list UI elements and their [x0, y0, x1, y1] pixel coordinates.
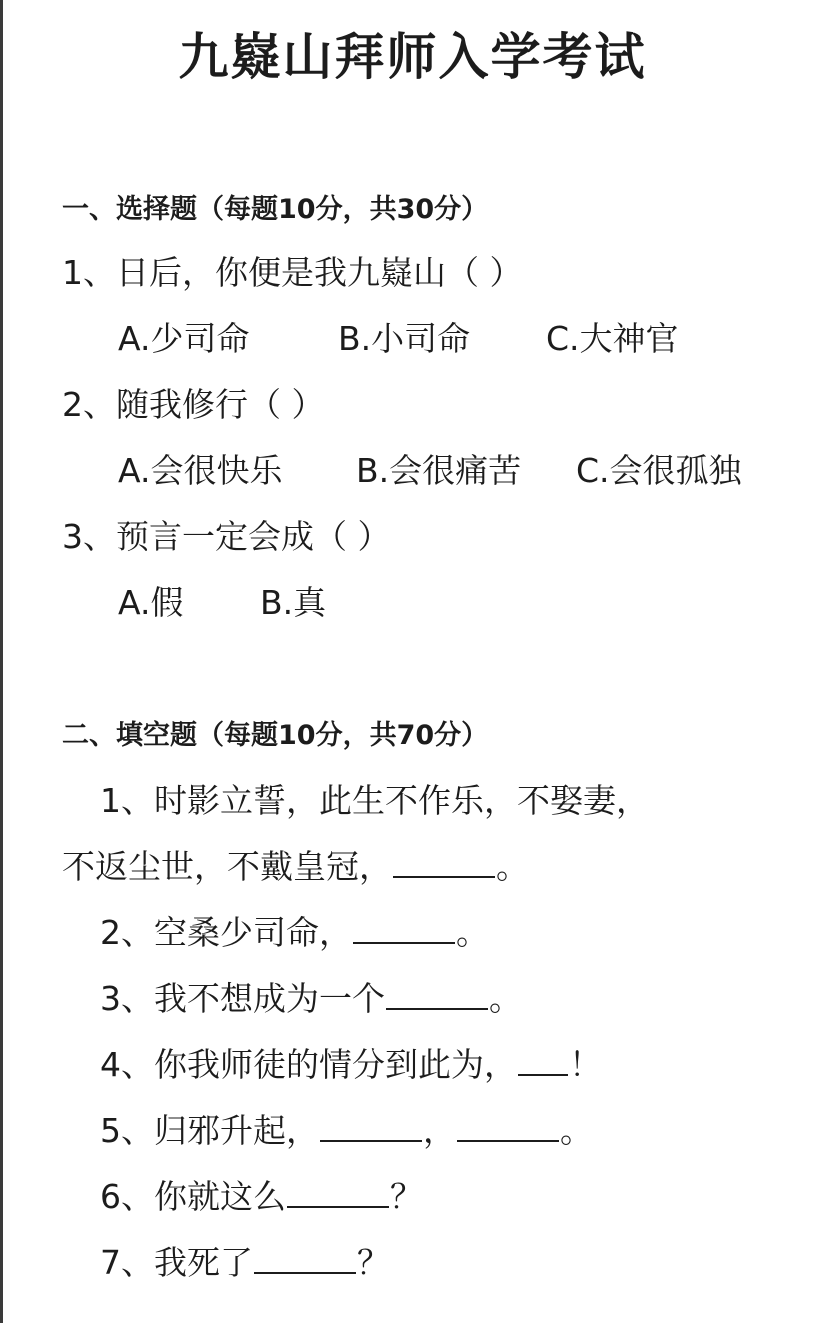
- fill-item-3-text: 3、我不想成为一个: [100, 979, 385, 1018]
- fill-item-4-text: 4、你我师徒的情分到此为，: [100, 1045, 517, 1084]
- answer-blank[interactable]: [386, 976, 488, 1010]
- fill-item-3: [100, 976, 522, 1022]
- left-edge-rule: [0, 0, 3, 1323]
- option-1c: C.大神官: [546, 319, 679, 358]
- answer-blank[interactable]: [254, 1240, 356, 1274]
- fill-item-2-end: 。: [456, 913, 489, 952]
- fill-item-5-text: 5、归邪升起，: [100, 1111, 319, 1150]
- option-3a: A.假: [118, 583, 184, 622]
- choice-options-2: [118, 448, 742, 494]
- fill-item-1-line1: 1、时影立誓，此生不作乐，不娶妻，: [100, 781, 649, 820]
- choice-question-3: 3、预言一定会成（ ）: [62, 517, 391, 556]
- option-1a: A.少司命: [118, 319, 250, 358]
- fill-item-1-end: 。: [496, 847, 529, 886]
- fill-item-3-end: 。: [489, 979, 522, 1018]
- fill-item-7-end: ？: [357, 1243, 390, 1282]
- fill-item-2-text: 2、空桑少司命，: [100, 913, 352, 952]
- fill-item-1-text: 不返尘世，不戴皇冠，: [62, 847, 392, 886]
- fill-item-2: [100, 910, 489, 956]
- choice-question-2: 2、随我修行（ ）: [62, 385, 325, 424]
- choice-options-3: [118, 580, 326, 626]
- option-2b: B.会很痛苦: [356, 451, 522, 490]
- option-2a: A.会很快乐: [118, 451, 283, 490]
- answer-blank[interactable]: [457, 1108, 559, 1142]
- answer-blank[interactable]: [287, 1174, 389, 1208]
- fill-item-4-end: ！: [569, 1045, 602, 1084]
- answer-blank[interactable]: [393, 844, 495, 878]
- answer-blank[interactable]: [518, 1042, 568, 1076]
- fill-item-5: [100, 1108, 593, 1154]
- fill-item-6-text: 6、你就这么: [100, 1177, 286, 1216]
- choice-question-1: 1、日后，你便是我九嶷山（ ）: [62, 253, 523, 292]
- fill-item-1-line2: [62, 844, 529, 890]
- fill-item-7: [100, 1240, 390, 1286]
- answer-blank[interactable]: [353, 910, 455, 944]
- fill-section-heading: 二、填空题（每题10分，共70分）: [62, 720, 489, 751]
- option-3b: B.真: [260, 583, 327, 622]
- fill-item-6: [100, 1174, 423, 1220]
- option-2c: C.会很孤独: [576, 451, 742, 490]
- fill-item-7-text: 7、我死了: [100, 1243, 253, 1282]
- choice-options-1: [118, 316, 679, 362]
- fill-item-6-end: ？: [390, 1177, 423, 1216]
- fill-item-5-end: 。: [560, 1111, 593, 1150]
- option-1b: B.小司命: [338, 319, 471, 358]
- answer-blank[interactable]: [320, 1108, 422, 1142]
- fill-item-5-mid: ，: [423, 1111, 456, 1150]
- choice-section-heading: 一、选择题（每题10分，共30分）: [62, 194, 489, 225]
- page-title: 九嶷山拜师入学考试: [178, 28, 647, 86]
- fill-item-4: [100, 1042, 602, 1088]
